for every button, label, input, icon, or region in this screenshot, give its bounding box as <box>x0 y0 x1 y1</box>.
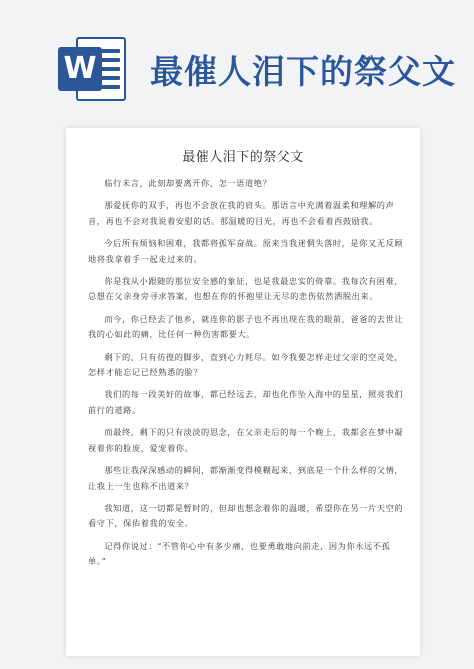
banner-title: 最催人泪下的祭父文 <box>150 52 456 91</box>
paragraph: 今后所有烦恼和困难，我都将孤军奋战。原来当我迷惘失落时，是你又无反顾地将我拿着手一起走过来的。 <box>88 238 404 264</box>
word-logo-badge: W <box>58 47 102 91</box>
paragraph: 而今，你已经去了他乡，就连你的影子也不再出现在我的眼前，爸爸的去世让我的心如此的痛，比任何一种伤害都要大。 <box>88 313 404 340</box>
paragraph: 剩下的，只有彷徨的脚步，直到心力耗尽。如今我要怎样走过父亲的空灵处，怎样才能忘记已经熟悉的脸？ <box>88 351 404 378</box>
paragraph: 而最终，剩下的只有淡淡的思念，在父亲走后的每一个晚上，我都会在梦中凝视着你的脸庞，爱宠着你。 <box>88 427 404 453</box>
paragraph: 临行未言，此刻却要离开你，怎一语道绝？ <box>104 178 272 188</box>
word-document-icon <box>58 33 130 105</box>
document-body <box>88 176 404 577</box>
paragraph: 那爱抚你的双手，再也不会放在我的肩头。那语言中充满着温柔和理解的声音，再也不会对我说着安慰的话。那温暖的目光，再也不会看着西鼓励我。 <box>88 200 395 226</box>
paragraph: 我知道，这一切都是暂时的，但却也想念着你的温暖，希望你在另一片天空的看守下，保佑着我的安全。 <box>88 502 404 529</box>
paragraph: 你是我从小跟随的那位安全感的象征，也是我最忠实的倚靠。我每次有困难，总想在父亲身旁寻求答案，也想在你的怀抱里让无尽的悲伤依然洒脱出来。 <box>88 276 404 302</box>
header-banner <box>0 0 474 128</box>
paragraph: 那些让我深深感动的瞬间，都渐渐变得模糊起来，到底是一个什么样的父情，让我上一生也称不出道来？ <box>88 465 404 491</box>
document-title: 最催人泪下的祭父文 <box>182 150 304 165</box>
document-page <box>66 128 420 656</box>
paragraph: 我们的每一段美好的故事，都已经远去，却也化作坠入海中的星星，照亮我们前行的道路。 <box>88 389 404 415</box>
paragraph: 记得你说过：“不管你心中有多少痛，也要勇敢地向前走，因为你永远不孤单。” <box>88 540 391 567</box>
